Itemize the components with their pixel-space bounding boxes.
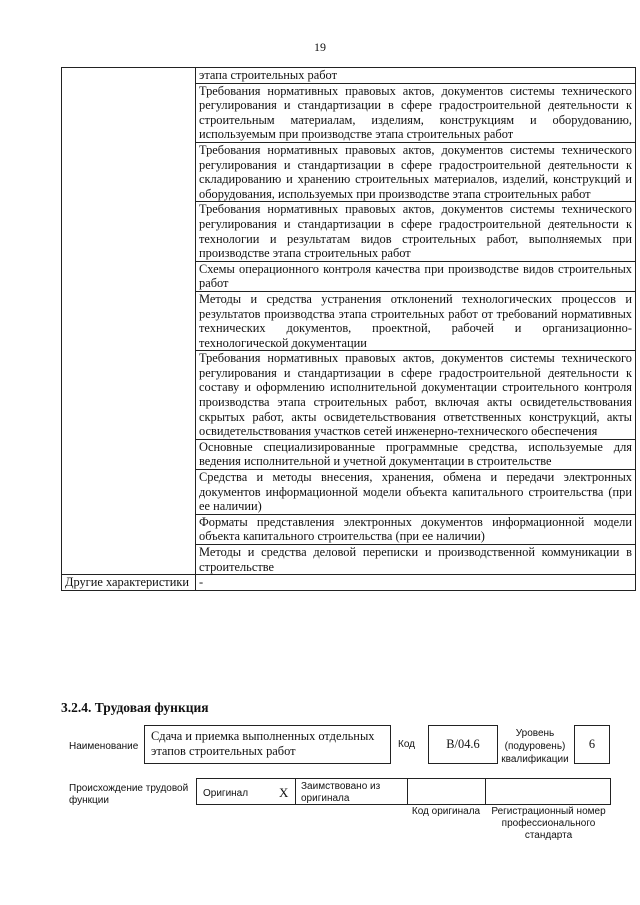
requirement-cell: Средства и методы внесения, хранения, обмена и передачи электронных документов информационной модели объекта капитального строительства (при ее наличии) (196, 470, 636, 515)
requirement-cell: Методы и средства деловой переписки и производственной коммуникации в строительстве (196, 545, 636, 575)
requirement-cell: Требования нормативных правовых актов, документов системы технического регулирования и стандартизации в сфере градостроительной деятельности к технологии и результатам видов строительных работ, выполняемых при производстве этапа строительных работ (196, 202, 636, 261)
requirements-table (61, 67, 636, 591)
borrowed-label: Заимствовано из оригинала (301, 781, 381, 804)
requirement-cell: Форматы представления электронных документов информационной модели объекта капитального строительства (при ее наличии) (196, 514, 636, 544)
divider (485, 779, 486, 804)
level-label: Уровень (подуровень) квалификации (501, 728, 569, 765)
original-mark: X (279, 785, 289, 800)
label-cell (62, 68, 196, 575)
reg-caption: Регистрационный номер профессионального стандарта (491, 806, 606, 841)
page-number: 19 (314, 40, 326, 54)
divider (407, 779, 408, 804)
origin-label: Происхождение трудовой функции (69, 783, 189, 806)
divider (295, 779, 296, 804)
requirement-cell: этапа строительных работ (196, 68, 636, 84)
other-characteristics-value: - (196, 575, 636, 591)
table-row (62, 68, 636, 84)
code-caption: Код оригинала (411, 806, 481, 817)
requirement-cell: Схемы операционного контроля качества при производстве видов строительных работ (196, 261, 636, 291)
code-value: B/04.6 (428, 725, 498, 764)
requirement-cell: Требования нормативных правовых актов, документов системы технического регулирования и стандартизации в сфере градостроительной деятельности к строительным материалам, изделиям, конструкциям и оборудованию, используемым при производстве этапа строительных работ (196, 83, 636, 142)
other-characteristics-row (62, 575, 636, 591)
section-title: 3.2.4. Трудовая функция (61, 700, 209, 715)
requirement-cell: Основные специализированные программные средства, используемые для ведения исполнительной и учетной документации в строительстве (196, 439, 636, 469)
name-value: Сдача и приемка выполненных отдельных этапов строительных работ (144, 725, 391, 764)
original-label: Оригинал (203, 788, 249, 799)
requirement-cell: Методы и средства устранения отклонений технологических процессов и результатов производства этапа строительных работ от требований нормативных технических документов, проектной, рабочей и организационно-технологической документации (196, 291, 636, 350)
requirement-cell: Требования нормативных правовых актов, документов системы технического регулирования и стандартизации в сфере градостроительной деятельности к составу и оформлению исполнительной документации строительного контроля производства этапа строительных работ, включая акты освидетельствования скрытых работ, акты освидетельствования ответственных конструкций, акты освидетельствования участков сетей инженерно-технического обеспечения (196, 351, 636, 440)
code-label: Код (398, 739, 416, 750)
origin-table (196, 778, 611, 805)
name-label: Наименование (69, 741, 139, 752)
other-characteristics-label: Другие характеристики (62, 575, 196, 591)
level-value: 6 (574, 725, 610, 764)
requirement-cell: Требования нормативных правовых актов, документов системы технического регулирования и стандартизации в сфере градостроительной деятельности к складированию и хранению строительных материалов, изделий, конструкций и оборудования, используемых при производстве этапа строительных работ (196, 142, 636, 201)
